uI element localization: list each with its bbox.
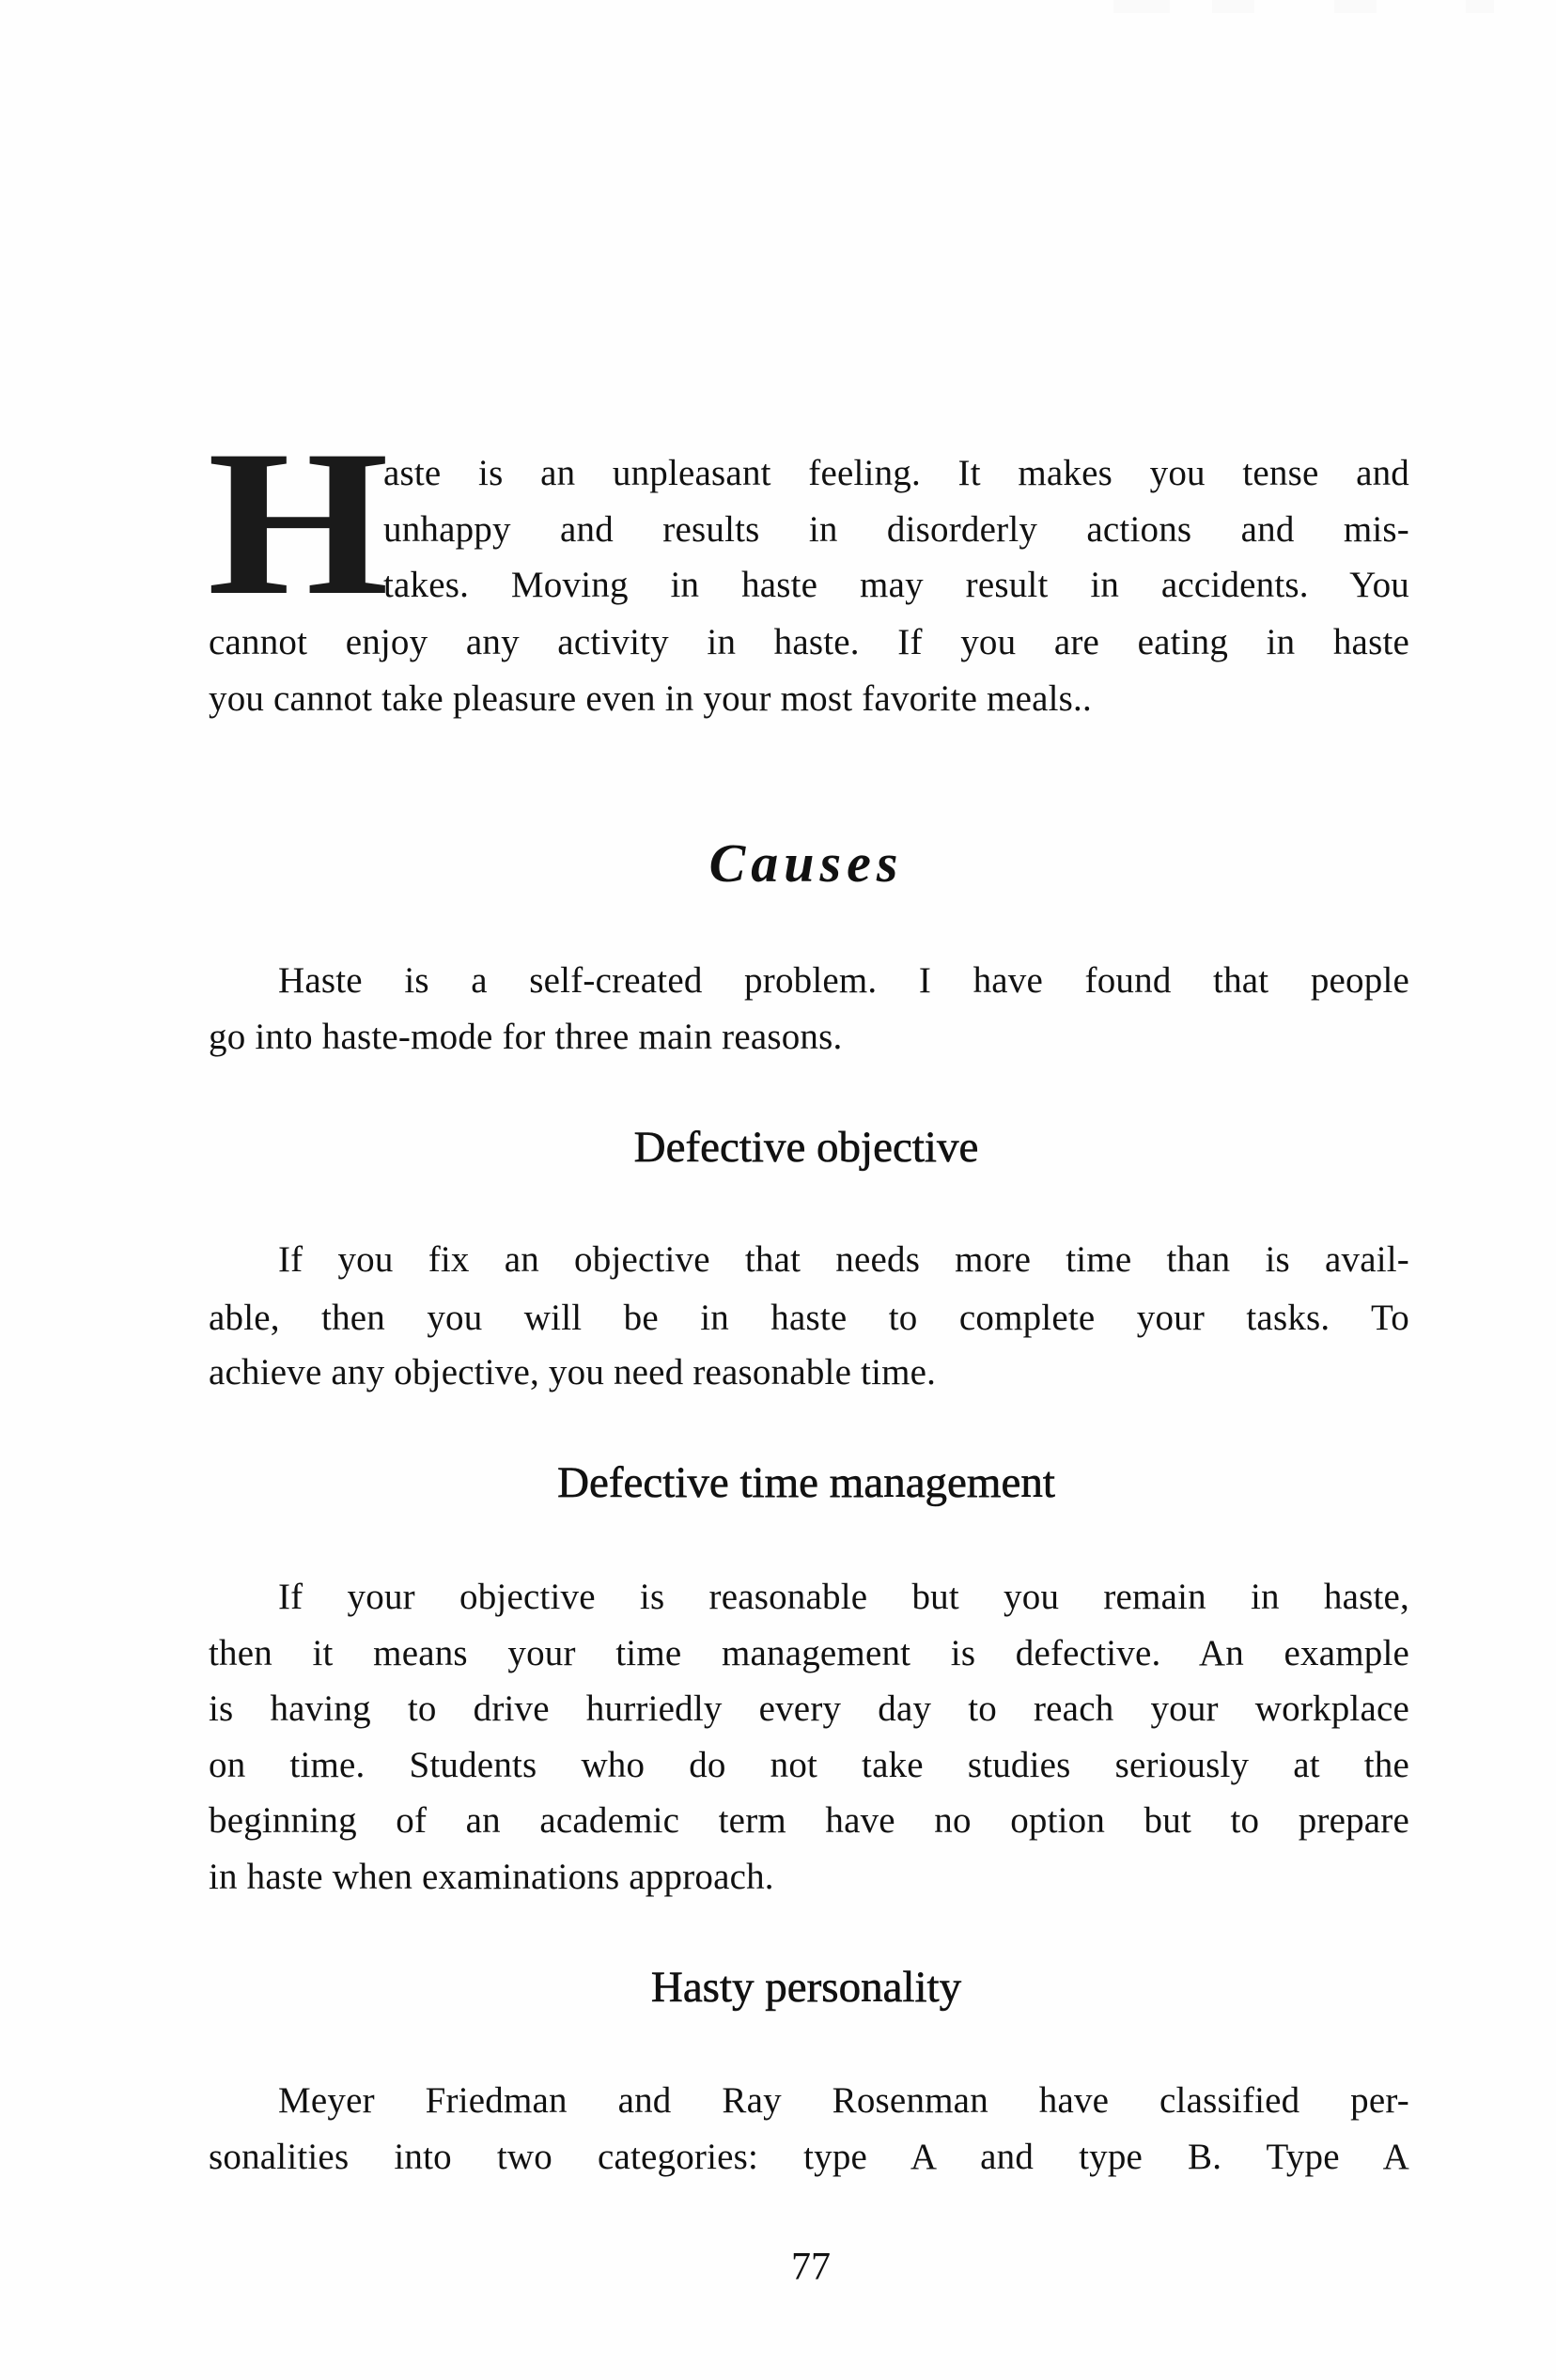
subheading-hasty-personality: Hasty personality xyxy=(650,1963,962,2012)
personality-line-2: sonalities into two categories: type A and type B. Type A xyxy=(209,2137,1409,2177)
intro-line-4: cannot enjoy any activity in haste. If you are eating in haste xyxy=(209,622,1409,662)
intro-line-5: you cannot take pleasure even in your most favorite meals.. xyxy=(209,678,1092,719)
intro-line-2: unhappy and results in disorderly actions and mis- xyxy=(383,509,1409,550)
scan-artifact xyxy=(1113,0,1170,13)
time-mgmt-line-2: then it means your time management is defective. An example xyxy=(209,1633,1409,1673)
intro-line-3: takes. Moving in haste may result in accidents. You xyxy=(383,565,1409,605)
scan-artifact xyxy=(1334,0,1377,13)
time-mgmt-line-3: is having to drive hurriedly every day to reach your workplace xyxy=(209,1688,1409,1729)
scan-artifact xyxy=(1466,0,1494,13)
objective-line-2: able, then you will be in haste to complete your tasks. To xyxy=(209,1298,1409,1338)
time-mgmt-line-5: beginning of an academic term have no option but to prepare xyxy=(209,1800,1409,1841)
causes-line-1: Haste is a self-created problem. I have found that people xyxy=(278,960,1409,1001)
objective-line-3: achieve any objective, you need reasonable time. xyxy=(209,1352,937,1392)
time-mgmt-line-4: on time. Students who do not take studies seriously at the xyxy=(209,1745,1409,1785)
causes-line-2: go into haste-mode for three main reasons. xyxy=(209,1017,843,1057)
scan-artifact xyxy=(1212,0,1254,13)
drop-cap: H xyxy=(207,408,389,639)
page-number: 77 xyxy=(791,2246,831,2289)
subheading-defective-time-management: Defective time management xyxy=(557,1458,1055,1507)
section-title-causes: Causes xyxy=(708,832,904,894)
intro-line-1: aste is an unpleasant feeling. It makes you tense and xyxy=(383,453,1409,493)
objective-line-1: If you fix an objective that needs more time than is avail- xyxy=(278,1239,1409,1280)
time-mgmt-line-6: in haste when examinations approach. xyxy=(209,1857,774,1897)
subheading-defective-objective: Defective objective xyxy=(633,1123,979,1172)
time-mgmt-line-1: If your objective is reasonable but you remain in haste, xyxy=(278,1577,1409,1617)
personality-line-1: Meyer Friedman and Ray Rosenman have classified per- xyxy=(278,2080,1409,2121)
